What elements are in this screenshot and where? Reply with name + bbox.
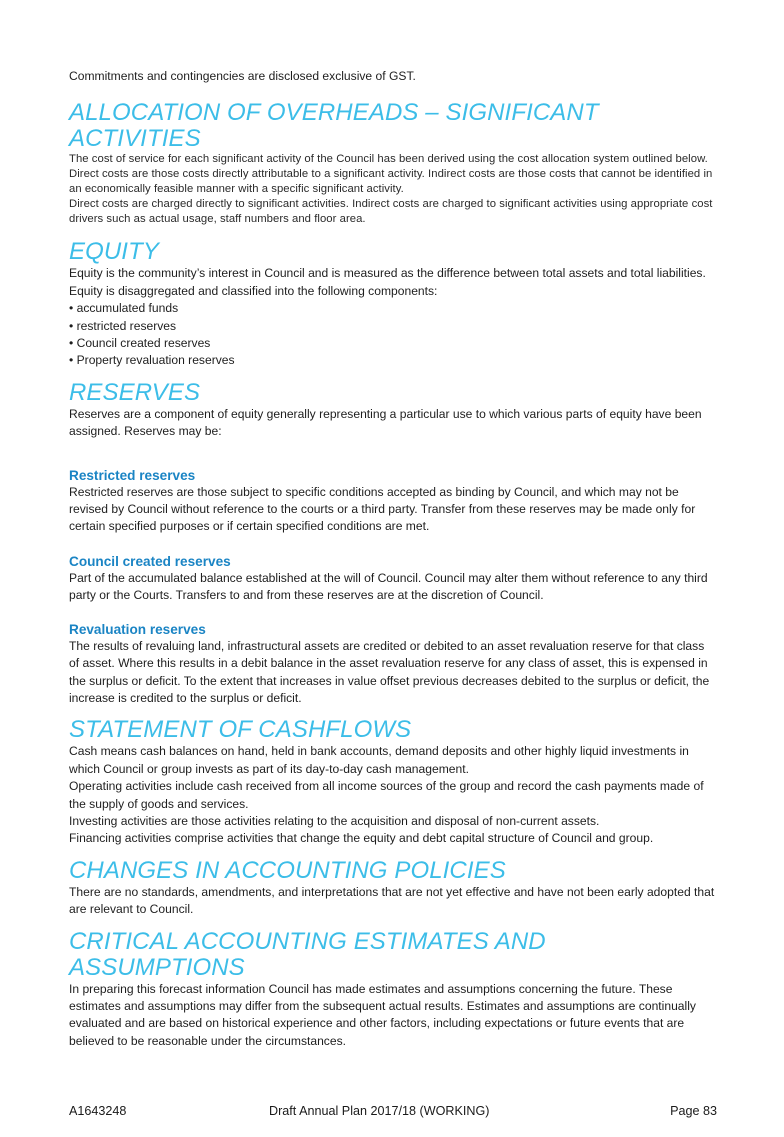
allocation-paragraph-1: The cost of service for each significant activity of the Council has been derived using the cost allocation system outlined below.	[69, 153, 708, 166]
page-number: Page 83	[670, 1104, 717, 1118]
document-id: A1643248	[69, 1104, 127, 1118]
changes-paragraph: There are no standards, amendments, and interpretations that are not yet effective and have not been early adopted that are relevant to Council.	[69, 884, 715, 917]
equity-components-list	[69, 300, 717, 370]
cashflows-paragraph-2: Operating activities include cash received from all income sources of the group and record the cash payments made of the supply of goods and services.	[69, 779, 704, 811]
intro-text: Commitments and contingencies are disclosed exclusive of GST.	[69, 69, 416, 83]
council-created-reserves-heading: Council created reserves	[69, 553, 231, 569]
reserves-paragraph: Reserves are a component of equity generally representing a particular use to which various parts of equity have been assigned. Reserves may be:	[69, 406, 702, 439]
reserves-heading: RESERVES	[69, 378, 201, 406]
document-title: Draft Annual Plan 2017/18 (WORKING)	[269, 1104, 490, 1118]
page-content	[69, 68, 717, 1050]
equity-paragraph: Equity is the community’s interest in Council and is measured as the difference between total assets and total liabilities. Equity is disaggregated and classified into the following components:	[69, 266, 706, 298]
list-item: • accumulated funds	[69, 301, 179, 316]
changes-heading: CHANGES IN ACCOUNTING POLICIES	[69, 856, 506, 884]
list-item: • Council created reserves	[69, 336, 211, 351]
cashflows-paragraph-4: Financing activities comprise activities that change the equity and debt capital structure of Council and group.	[69, 831, 654, 846]
equity-heading: EQUITY	[69, 238, 159, 266]
cashflows-paragraph-3: Investing activities are those activities relating to the acquisition and disposal of non-current assets.	[69, 813, 600, 828]
revaluation-reserves-text: The results of revaluing land, infrastructural assets are credited or debited to an asset revaluation reserve for that class of asset. Where this results in a debit balance in the asset revaluation reserve for any class of asset, this is expensed in the surplus or deficit. To the extent that increases in value offset previous decreases debited to the surplus or deficit, the increase is credited to the surplus or deficit.	[69, 638, 710, 705]
cashflows-heading: STATEMENT OF CASHFLOWS	[69, 716, 412, 744]
allocation-paragraph-2: Direct costs are those costs directly attributable to a significant activity. Indirect costs are those costs that cannot be identified in an economically feasible manner with a specific significant activity.	[69, 168, 713, 196]
restricted-reserves-text: Restricted reserves are those subject to specific conditions accepted as binding by Council, and which may not be revised by Council without reference to the courts or a third party. Transfer from these reserves may be made only for certain specified purposes or if certain specified conditions are met.	[69, 484, 696, 534]
cashflows-paragraph-1: Cash means cash balances on hand, held in bank accounts, demand deposits and other highly liquid investments in which Council or group invests as part of its day-to-day cash management.	[69, 744, 689, 776]
page-footer	[69, 1104, 717, 1122]
council-created-reserves-text: Part of the accumulated balance established at the will of Council. Council may alter them without reference to any third party or the Courts. Transfers to and from these reserves are at the discretion of Council.	[69, 570, 708, 603]
allocation-paragraph-3: Direct costs are charged directly to significant activities. Indirect costs are charged to significant activities using appropriate cost drivers such as actual usage, staff numbers and floor area.	[69, 198, 713, 226]
restricted-reserves-heading: Restricted reserves	[69, 467, 196, 483]
allocation-heading: ALLOCATION OF OVERHEADS – SIGNIFICANT ACTIVITIES	[69, 99, 599, 153]
revaluation-reserves-heading: Revaluation reserves	[69, 621, 206, 637]
list-item: • Property revaluation reserves	[69, 353, 235, 368]
critical-estimates-paragraph: In preparing this forecast information Council has made estimates and assumptions concerning the future. These estimates and assumptions may differ from the subsequent actual results. Estimates and assumptions are continually evaluated and are based on historical experience and other factors, including expectations or future events that are believed to be reasonable under the circumstances.	[69, 981, 696, 1048]
critical-estimates-heading: CRITICAL ACCOUNTING ESTIMATES AND ASSUMPTIONS	[69, 927, 546, 981]
list-item: • restricted reserves	[69, 318, 177, 333]
